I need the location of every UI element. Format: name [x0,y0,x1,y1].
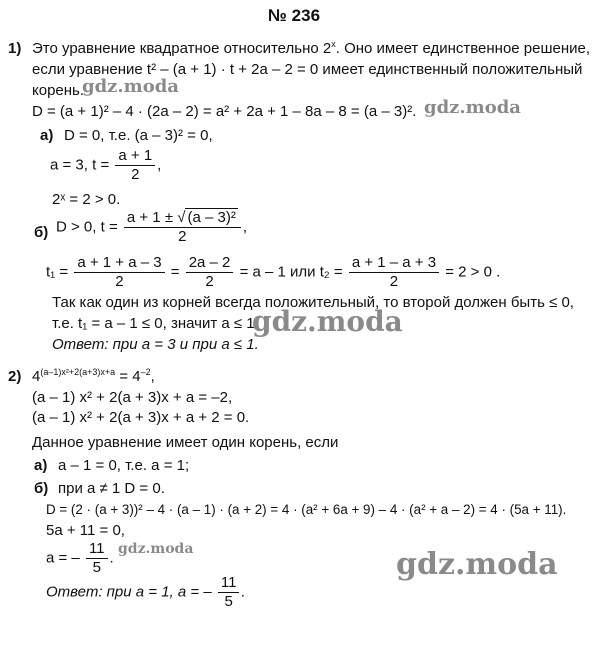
part2-b-label: б) [34,480,49,497]
t1-label: t₁ = [46,263,69,281]
fraction-numerator: a + 1 [115,147,155,166]
fraction-denominator: 2 [389,273,399,290]
part1-b-line1 [56,209,247,246]
part1-a-line2-post: , [157,156,162,174]
part1-answer: Ответ: при a = 3 и при a ≤ 1. [52,336,259,353]
page-title: № 236 [268,6,321,25]
part2-line2: (a – 1) x² + 2(a + 3)x + a = –2, [32,389,233,406]
fraction-numerator: 2a – 2 [186,254,234,273]
part1-a-label: а) [40,127,54,144]
fraction [74,254,164,291]
fraction-denominator: 2 [115,273,124,290]
part2-line1-exponent2: –2 [140,367,151,377]
part1-b-label: б) [34,224,49,241]
conclusion-line1: Так как один из корней всегда положительный, то второй должен быть ≤ 0, [52,294,574,311]
part1-line1 [32,40,590,57]
fraction-denominator: 2 [205,273,214,290]
part2-line5: 5a + 11 = 0, [46,522,125,539]
part2-line1 [32,368,155,385]
fraction-numerator: a + 1 + a – 3 [74,254,164,273]
part1-number: 1) [8,40,22,57]
part2-line1-exponent: (a–1)x²+2(a+3)x+a [40,367,116,377]
fraction-denominator: 2 [131,166,140,183]
part2-line1-base: 4 [32,368,41,385]
equals-sign: = [170,263,180,281]
part2-answer-post: . [241,583,246,601]
t2-rest: = 2 > 0 . [445,263,501,281]
watermark-logo: gdz.moda [396,547,558,582]
part2-a-value-pre: a = – [46,549,80,567]
part2-a-value-post: . [109,549,114,567]
part2-discriminant: D = (2 · (a + 3))² – 4 · (a – 1) · (a + 2) = 4 · (a² + 6a + 9) – 4 · (a² + a – 2) = 4 · (5a + 11). [46,502,567,517]
part2-answer-pre: Ответ: при a = 1, a = – [46,583,212,601]
fraction [124,209,241,246]
fraction-numerator-pre: a + 1 ± [126,209,174,226]
fraction-denominator: 5 [224,593,233,610]
part1-a-line3: 2ˣ = 2 > 0. [52,191,121,208]
part2-a-label: а) [34,457,48,474]
part1-line3: корень. [32,82,85,99]
t1-t2-line [46,254,500,291]
fraction [86,540,108,577]
fraction [186,254,234,291]
fraction-numerator [124,209,241,228]
fraction-numerator: 11 [86,540,108,559]
fraction-denominator: 5 [92,559,101,576]
part1-line1-end: . Оно имеет единственное решение, [335,40,591,57]
part2-line1-eq: = 4 [119,368,141,385]
part2-line4: Данное уравнение имеет один корень, если [32,434,339,451]
watermark-logo: gdz.moda [118,541,194,557]
part1-line2: если уравнение t² – (a + 1) · t + 2a – 2 = 0 имеет единственный положительный [32,61,583,78]
part2-b-text: при a ≠ 1 D = 0. [58,480,165,497]
part2-answer [46,574,246,611]
part2-line1-end: , [150,368,155,385]
fraction-numerator: a + 1 – a + 3 [349,254,439,273]
sqrt-radicand: (a – 3)² [187,209,236,226]
fraction [349,254,439,291]
t1-rest: = a – 1 или [239,263,316,281]
fraction-denominator: 2 [178,228,187,245]
part1-line1-sup: x [331,39,336,49]
watermark-logo: gdz.moda [252,305,403,338]
part1-a-line1: D = 0, т.е. (a – 3)² = 0, [64,127,213,144]
fraction-numerator: 11 [218,574,240,593]
conclusion-line2: т.е. t₁ = a – 1 ≤ 0, значит a ≤ 1 [52,315,255,332]
fraction [115,147,155,184]
part2-number: 2) [8,368,22,385]
sqrt-sign: √ [177,209,186,226]
part2-line3: (a – 1) x² + 2(a + 3)x + a + 2 = 0. [32,409,250,426]
part2-a-text: a – 1 = 0, т.е. a = 1; [58,457,190,474]
part1-a-line2-pre: a = 3, t = [50,156,110,174]
watermark-logo: gdz.moda [424,97,521,118]
part1-a-line2 [50,147,161,184]
part2-a-value [46,540,114,577]
fraction [218,574,240,611]
part1-b-line1-pre: D > 0, t = [56,218,118,236]
t2-label: t₂ = [319,263,343,281]
part1-b-line1-post: , [242,218,247,236]
part1-line1-text: Это уравнение квадратное относительно 2 [32,40,332,57]
watermark-logo: gdz.moda [82,76,179,97]
discriminant-line: D = (a + 1)² – 4 · (2a – 2) = a² + 2a + 1 – 8a – 8 = (a – 3)². [32,103,417,120]
